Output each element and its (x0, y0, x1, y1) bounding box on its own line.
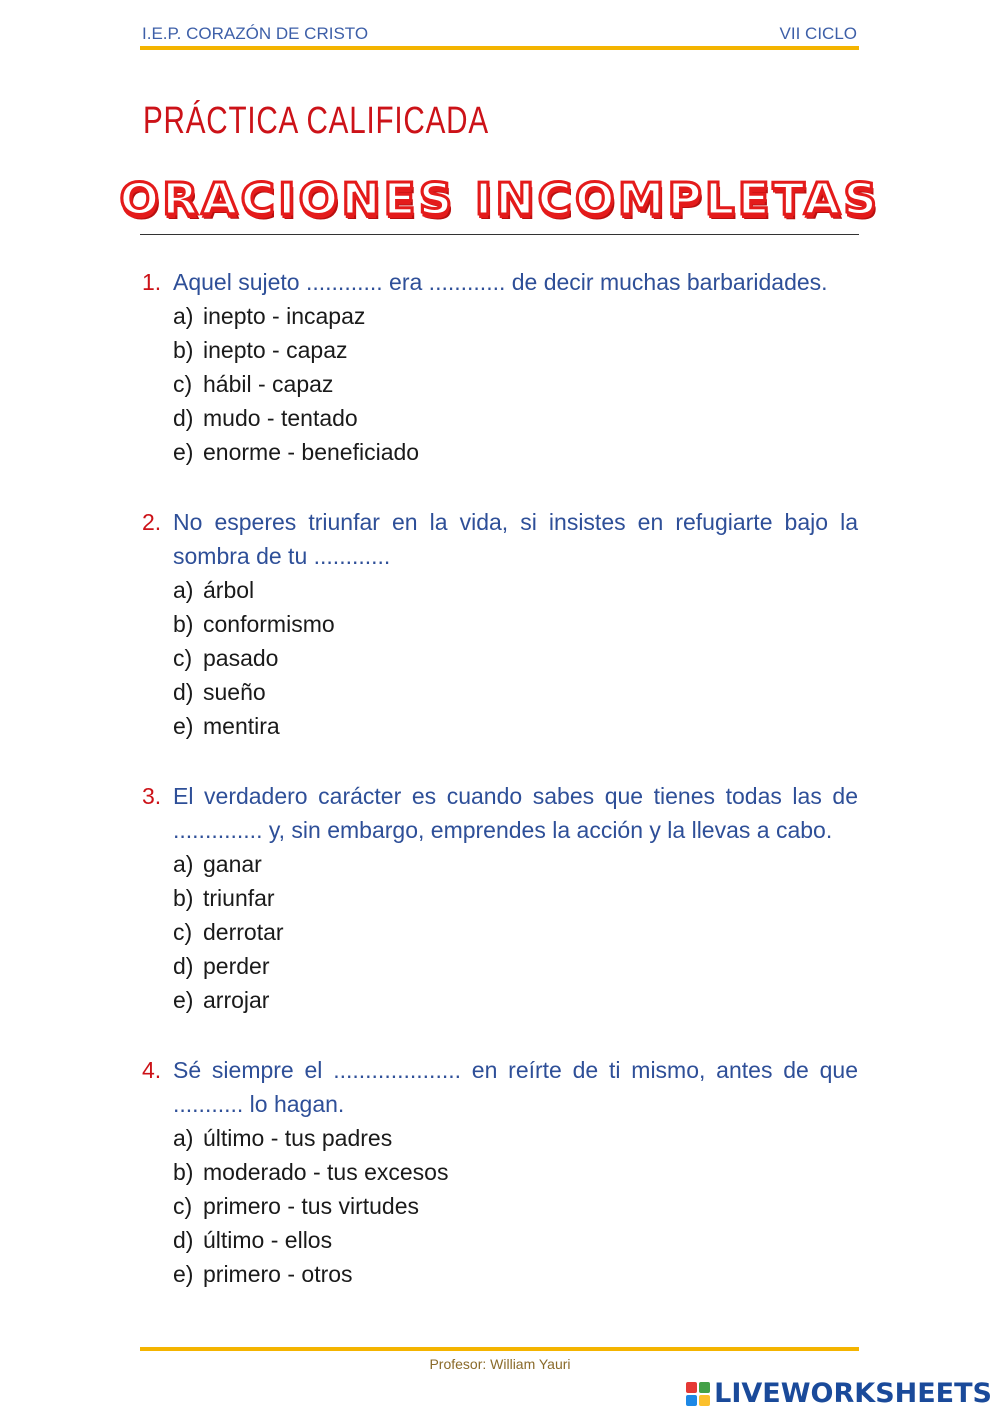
options-list (142, 847, 858, 1017)
question-1 (142, 265, 858, 469)
option-letter: b) (173, 1159, 194, 1185)
footer-divider (140, 1347, 859, 1351)
option-text: enorme - beneficiado (203, 439, 420, 465)
option-letter: a) (173, 1125, 194, 1151)
option-c[interactable] (173, 915, 858, 949)
liveworksheets-logo-icon (686, 1382, 710, 1406)
question-text: No esperes triunfar en la vida, si insistes en refugiarte bajo la sombra de tu ............ (173, 509, 858, 569)
option-text: ganar (203, 851, 262, 877)
option-b[interactable] (173, 333, 858, 367)
option-letter: d) (173, 405, 194, 431)
option-text: árbol (203, 577, 255, 603)
option-text: arrojar (203, 987, 270, 1013)
question-number: 3. (142, 783, 162, 809)
option-text: mudo - tentado (203, 405, 358, 431)
option-b[interactable] (173, 607, 858, 641)
options-list (142, 573, 858, 743)
option-c[interactable] (173, 367, 858, 401)
brand-name: LIVEWORKSHEETS (714, 1378, 992, 1409)
option-e[interactable] (173, 435, 858, 469)
question-text: Sé siempre el .................... en reírte de ti mismo, antes de que ........... lo hagan. (173, 1057, 858, 1117)
question-number: 4. (142, 1057, 162, 1083)
option-d[interactable] (173, 401, 858, 435)
option-text: primero - tus virtudes (203, 1193, 420, 1219)
option-a[interactable] (173, 847, 858, 881)
page-title: PRÁCTICA CALIFICADA (143, 100, 489, 142)
option-letter: b) (173, 337, 194, 363)
option-a[interactable] (173, 1121, 858, 1155)
option-a[interactable] (173, 573, 858, 607)
question-number: 1. (142, 269, 162, 295)
option-c[interactable] (173, 1189, 858, 1223)
option-text: conformismo (203, 611, 335, 637)
school-name: I.E.P. CORAZÓN DE CRISTO (142, 24, 369, 43)
option-text: moderado - tus excesos (203, 1159, 449, 1185)
option-text: mentira (203, 713, 280, 739)
option-text: derrotar (203, 919, 284, 945)
option-d[interactable] (173, 675, 858, 709)
option-letter: c) (173, 919, 193, 945)
option-text: inepto - capaz (203, 337, 348, 363)
option-b[interactable] (173, 1155, 858, 1189)
option-text: inepto - incapaz (203, 303, 366, 329)
banner-title: ORACIONES INCOMPLETAS (119, 174, 880, 225)
teacher-name: Profesor: William Yauri (429, 1356, 571, 1372)
banner-container (119, 174, 880, 232)
option-letter: c) (173, 371, 193, 397)
option-letter: c) (173, 1193, 193, 1219)
liveworksheets-brand[interactable] (686, 1378, 992, 1409)
option-letter: b) (173, 885, 194, 911)
option-c[interactable] (173, 641, 858, 675)
option-text: triunfar (203, 885, 275, 911)
options-list (142, 1121, 858, 1291)
header-divider (140, 46, 859, 50)
option-letter: d) (173, 679, 194, 705)
banner-divider (140, 234, 859, 235)
option-d[interactable] (173, 1223, 858, 1257)
option-letter: b) (173, 611, 194, 637)
question-text: Aquel sujeto ............ era ............ de decir muchas barbaridades. (173, 269, 828, 295)
option-b[interactable] (173, 881, 858, 915)
option-e[interactable] (173, 1257, 858, 1291)
question-number: 2. (142, 509, 162, 535)
question-text: El verdadero carácter es cuando sabes que tienes todas las de .............. y, sin embargo, emprendes la acción y la llevas a cabo. (173, 783, 858, 843)
options-list (142, 299, 858, 469)
option-letter: c) (173, 645, 193, 671)
option-letter: e) (173, 1261, 194, 1287)
option-letter: e) (173, 987, 194, 1013)
option-e[interactable] (173, 983, 858, 1017)
option-e[interactable] (173, 709, 858, 743)
option-letter: d) (173, 1227, 194, 1253)
option-text: sueño (203, 679, 266, 705)
option-letter: d) (173, 953, 194, 979)
question-2 (142, 505, 858, 743)
question-3 (142, 779, 858, 1017)
option-a[interactable] (173, 299, 858, 333)
option-text: perder (203, 953, 270, 979)
option-letter: a) (173, 577, 194, 603)
option-letter: a) (173, 851, 194, 877)
option-letter: e) (173, 439, 194, 465)
option-text: último - ellos (203, 1227, 333, 1253)
question-4 (142, 1053, 858, 1291)
option-text: primero - otros (203, 1261, 353, 1287)
grade-level: VII CICLO (779, 24, 857, 43)
option-d[interactable] (173, 949, 858, 983)
option-letter: a) (173, 303, 194, 329)
option-text: hábil - capaz (203, 371, 334, 397)
option-text: pasado (203, 645, 279, 671)
option-text: último - tus padres (203, 1125, 393, 1151)
option-letter: e) (173, 713, 194, 739)
